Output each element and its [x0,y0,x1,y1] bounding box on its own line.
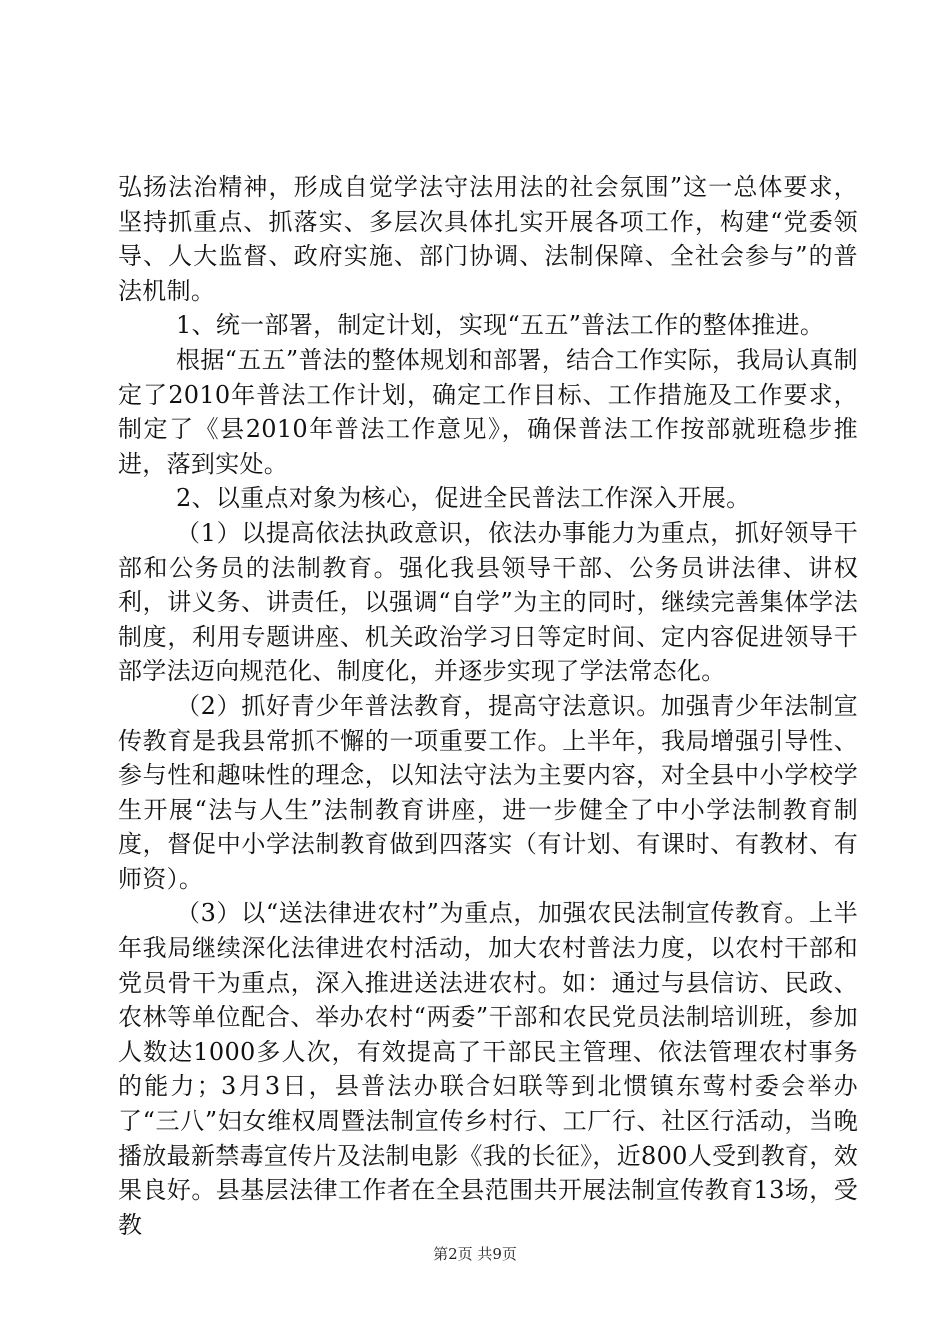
page-footer [0,1244,950,1264]
page-number-label: 第2页 共9页 [433,1245,517,1263]
document-body [118,170,858,1242]
paragraph-4: 2、以重点对象为核心，促进全民普法工作深入开展。 [176,484,751,513]
paragraph-2: 1、统一部署，制定计划，实现“五五”普法工作的整体推进。 [176,311,825,340]
paragraph-5: （1）以提高依法执政意识，依法办事能力为重点，抓好领导干部和公务员的法制教育。强化我县领导干部、公务员讲法律、讲权利，讲义务、讲责任，以强调“自学”为主的同时，继续完善集体学法制度，利用专题讲座、机关政治学习日等定时间、定内容促进领导干部学法迈向规范化、制度化，并逐步实现了学法常态化。 [118,518,858,686]
paragraph-3: 根据“五五”普法的整体规划和部署，结合工作实际，我局认真制定了2010年普法工作计划，确定工作目标、工作措施及工作要求，制定了《县2010年普法工作意见》，确保普法工作按部就班稳步推进，落到实处。 [118,345,858,478]
paragraph-7: （3）以“送法律进农村”为重点，加强农民法制宣传教育。上半年我局继续深化法律进农村活动，加大农村普法力度，以农村干部和党员骨干为重点，深入推进送法进农村。如：通过与县信访、民政、农林等单位配合、举办农村“两委”干部和农民党员法制培训班，参加人数达1000多人次，有效提高了干部民主管理、依法管理农村事务的能力；3月3日，县普法办联合妇联等到北惯镇东莺村委会举办了“三八”妇女维权周暨法制宣传乡村行、工厂行、社区行活动，当晚播放最新禁毒宣传片及法制电影《我的长征》，近800人受到教育，效果良好。县基层法律工作者在全县范围共开展法制宣传教育13场，受教 [118,899,858,1239]
paragraph-6: （2）抓好青少年普法教育，提高守法意识。加强青少年法制宣传教育是我县常抓不懈的一项重要工作。上半年，我局增强引导性、参与性和趣味性的理念，以知法守法为主要内容，对全县中小学校学生开展“法与人生”法制教育讲座，进一步健全了中小学法制教育制度，督促中小学法制教育做到四落实（有计划、有课时、有教材、有师资）。 [118,691,858,893]
paragraph-1: 弘扬法治精神，形成自觉学法守法用法的社会氛围”这一总体要求，坚持抓重点、抓落实、多层次具体扎实开展各项工作，构建“党委领导、人大监督、政府实施、部门协调、法制保障、全社会参与”的普法机制。 [118,173,858,305]
